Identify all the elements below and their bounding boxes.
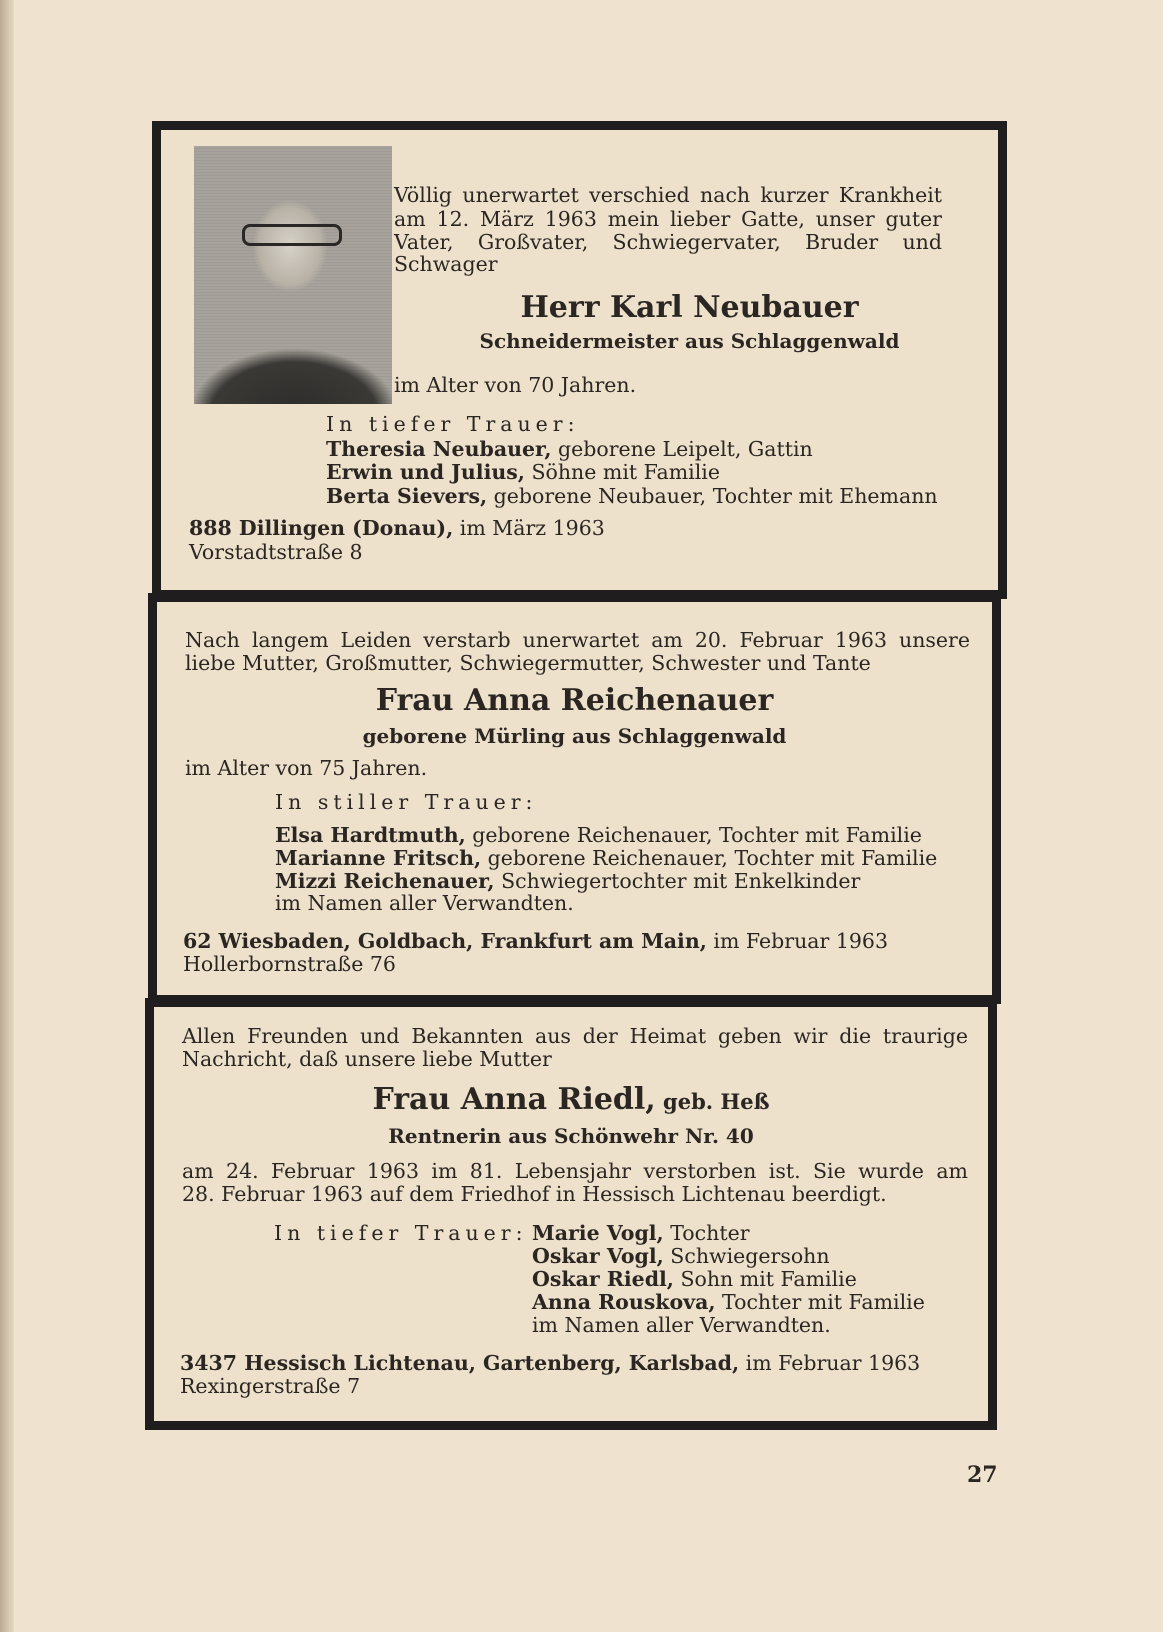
mourning-label: In tiefer Trauer: — [274, 1221, 528, 1245]
glasses-detail — [242, 224, 342, 246]
obituary-notice-karl-neubauer — [152, 121, 1007, 599]
street-address: Vorstadtstraße 8 — [189, 540, 363, 564]
deceased-occupation: Rentnerin aus Schönwehr Nr. 40 — [388, 1124, 754, 1148]
age-line: im Alter von 70 Jahren. — [394, 373, 637, 397]
mourner-line: Elsa Hardtmuth, geborene Reichenauer, Tochter mit Familie — [275, 823, 922, 847]
book-spine-shadow — [0, 0, 14, 1632]
mourner-line: im Namen aller Verwandten. — [532, 1313, 831, 1337]
mourning-label: In tiefer Trauer: — [326, 412, 580, 436]
deceased-occupation: Schneidermeister aus Schlaggenwald — [479, 329, 900, 353]
intro-line: Völlig unerwartet verschied nach kurzer Krankheit — [394, 183, 942, 207]
mourner-line: Anna Rouskova, Tochter mit Familie — [532, 1290, 925, 1314]
portrait-photo — [194, 146, 392, 404]
obituary-notice-anna-riedl — [145, 998, 997, 1430]
mourner-line: im Namen aller Verwandten. — [275, 891, 574, 915]
age-line: im Alter von 75 Jahren. — [185, 756, 428, 780]
mourner-line: Oskar Vogl, Schwiegersohn — [532, 1244, 830, 1268]
street-address: Hollerbornstraße 76 — [183, 952, 396, 976]
mourner-line: Oskar Riedl, Sohn mit Familie — [532, 1267, 857, 1291]
deceased-name: Frau Anna Reichenauer — [375, 683, 774, 718]
deceased-name: Frau Anna Riedl, geb. Heß — [372, 1082, 770, 1117]
mourner-line: Erwin und Julius, Söhne mit Familie — [326, 460, 720, 484]
body-line: am 24. Februar 1963 im 81. Lebensjahr verstorben ist. Sie wurde am — [182, 1159, 968, 1183]
mourner-line: Marianne Fritsch, geborene Reichenauer, Tochter mit Familie — [275, 846, 938, 870]
intro-line: Schwager — [394, 252, 498, 276]
deceased-origin: geborene Mürling aus Schlaggenwald — [362, 724, 787, 748]
intro-line: Allen Freunden und Bekannten aus der Heimat geben wir die traurige — [182, 1024, 968, 1048]
intro-line: Vater, Großvater, Schwiegervater, Bruder und — [394, 230, 942, 254]
place-date-line: 3437 Hessisch Lichtenau, Gartenberg, Karlsbad, im Februar 1963 — [180, 1351, 921, 1375]
intro-line: am 12. März 1963 mein lieber Gatte, unser guter — [394, 207, 942, 231]
page-number: 27 — [967, 1462, 998, 1488]
intro-line: Nach langem Leiden verstarb unerwartet am 20. Februar 1963 unsere — [185, 628, 970, 652]
obituary-notice-anna-reichenauer — [148, 593, 1001, 1004]
deceased-name: Herr Karl Neubauer — [520, 290, 859, 325]
mourning-label: In stiller Trauer: — [275, 790, 538, 814]
intro-line: Nachricht, daß unsere liebe Mutter — [182, 1047, 552, 1071]
mourner-line: Theresia Neubauer, geborene Leipelt, Gattin — [326, 437, 813, 461]
street-address: Rexingerstraße 7 — [180, 1374, 361, 1398]
mourner-line: Mizzi Reichenauer, Schwiegertochter mit Enkelkinder — [275, 869, 861, 893]
mourner-line: Berta Sievers, geborene Neubauer, Tochter mit Ehemann — [326, 484, 938, 508]
place-date-line: 888 Dillingen (Donau), im März 1963 — [189, 516, 605, 540]
body-line: 28. Februar 1963 auf dem Friedhof in Hessisch Lichtenau beerdigt. — [182, 1182, 887, 1206]
mourner-line: Marie Vogl, Tochter — [532, 1221, 750, 1245]
place-date-line: 62 Wiesbaden, Goldbach, Frankfurt am Main, im Februar 1963 — [183, 929, 888, 953]
intro-line: liebe Mutter, Großmutter, Schwiegermutter, Schwester und Tante — [185, 651, 871, 675]
